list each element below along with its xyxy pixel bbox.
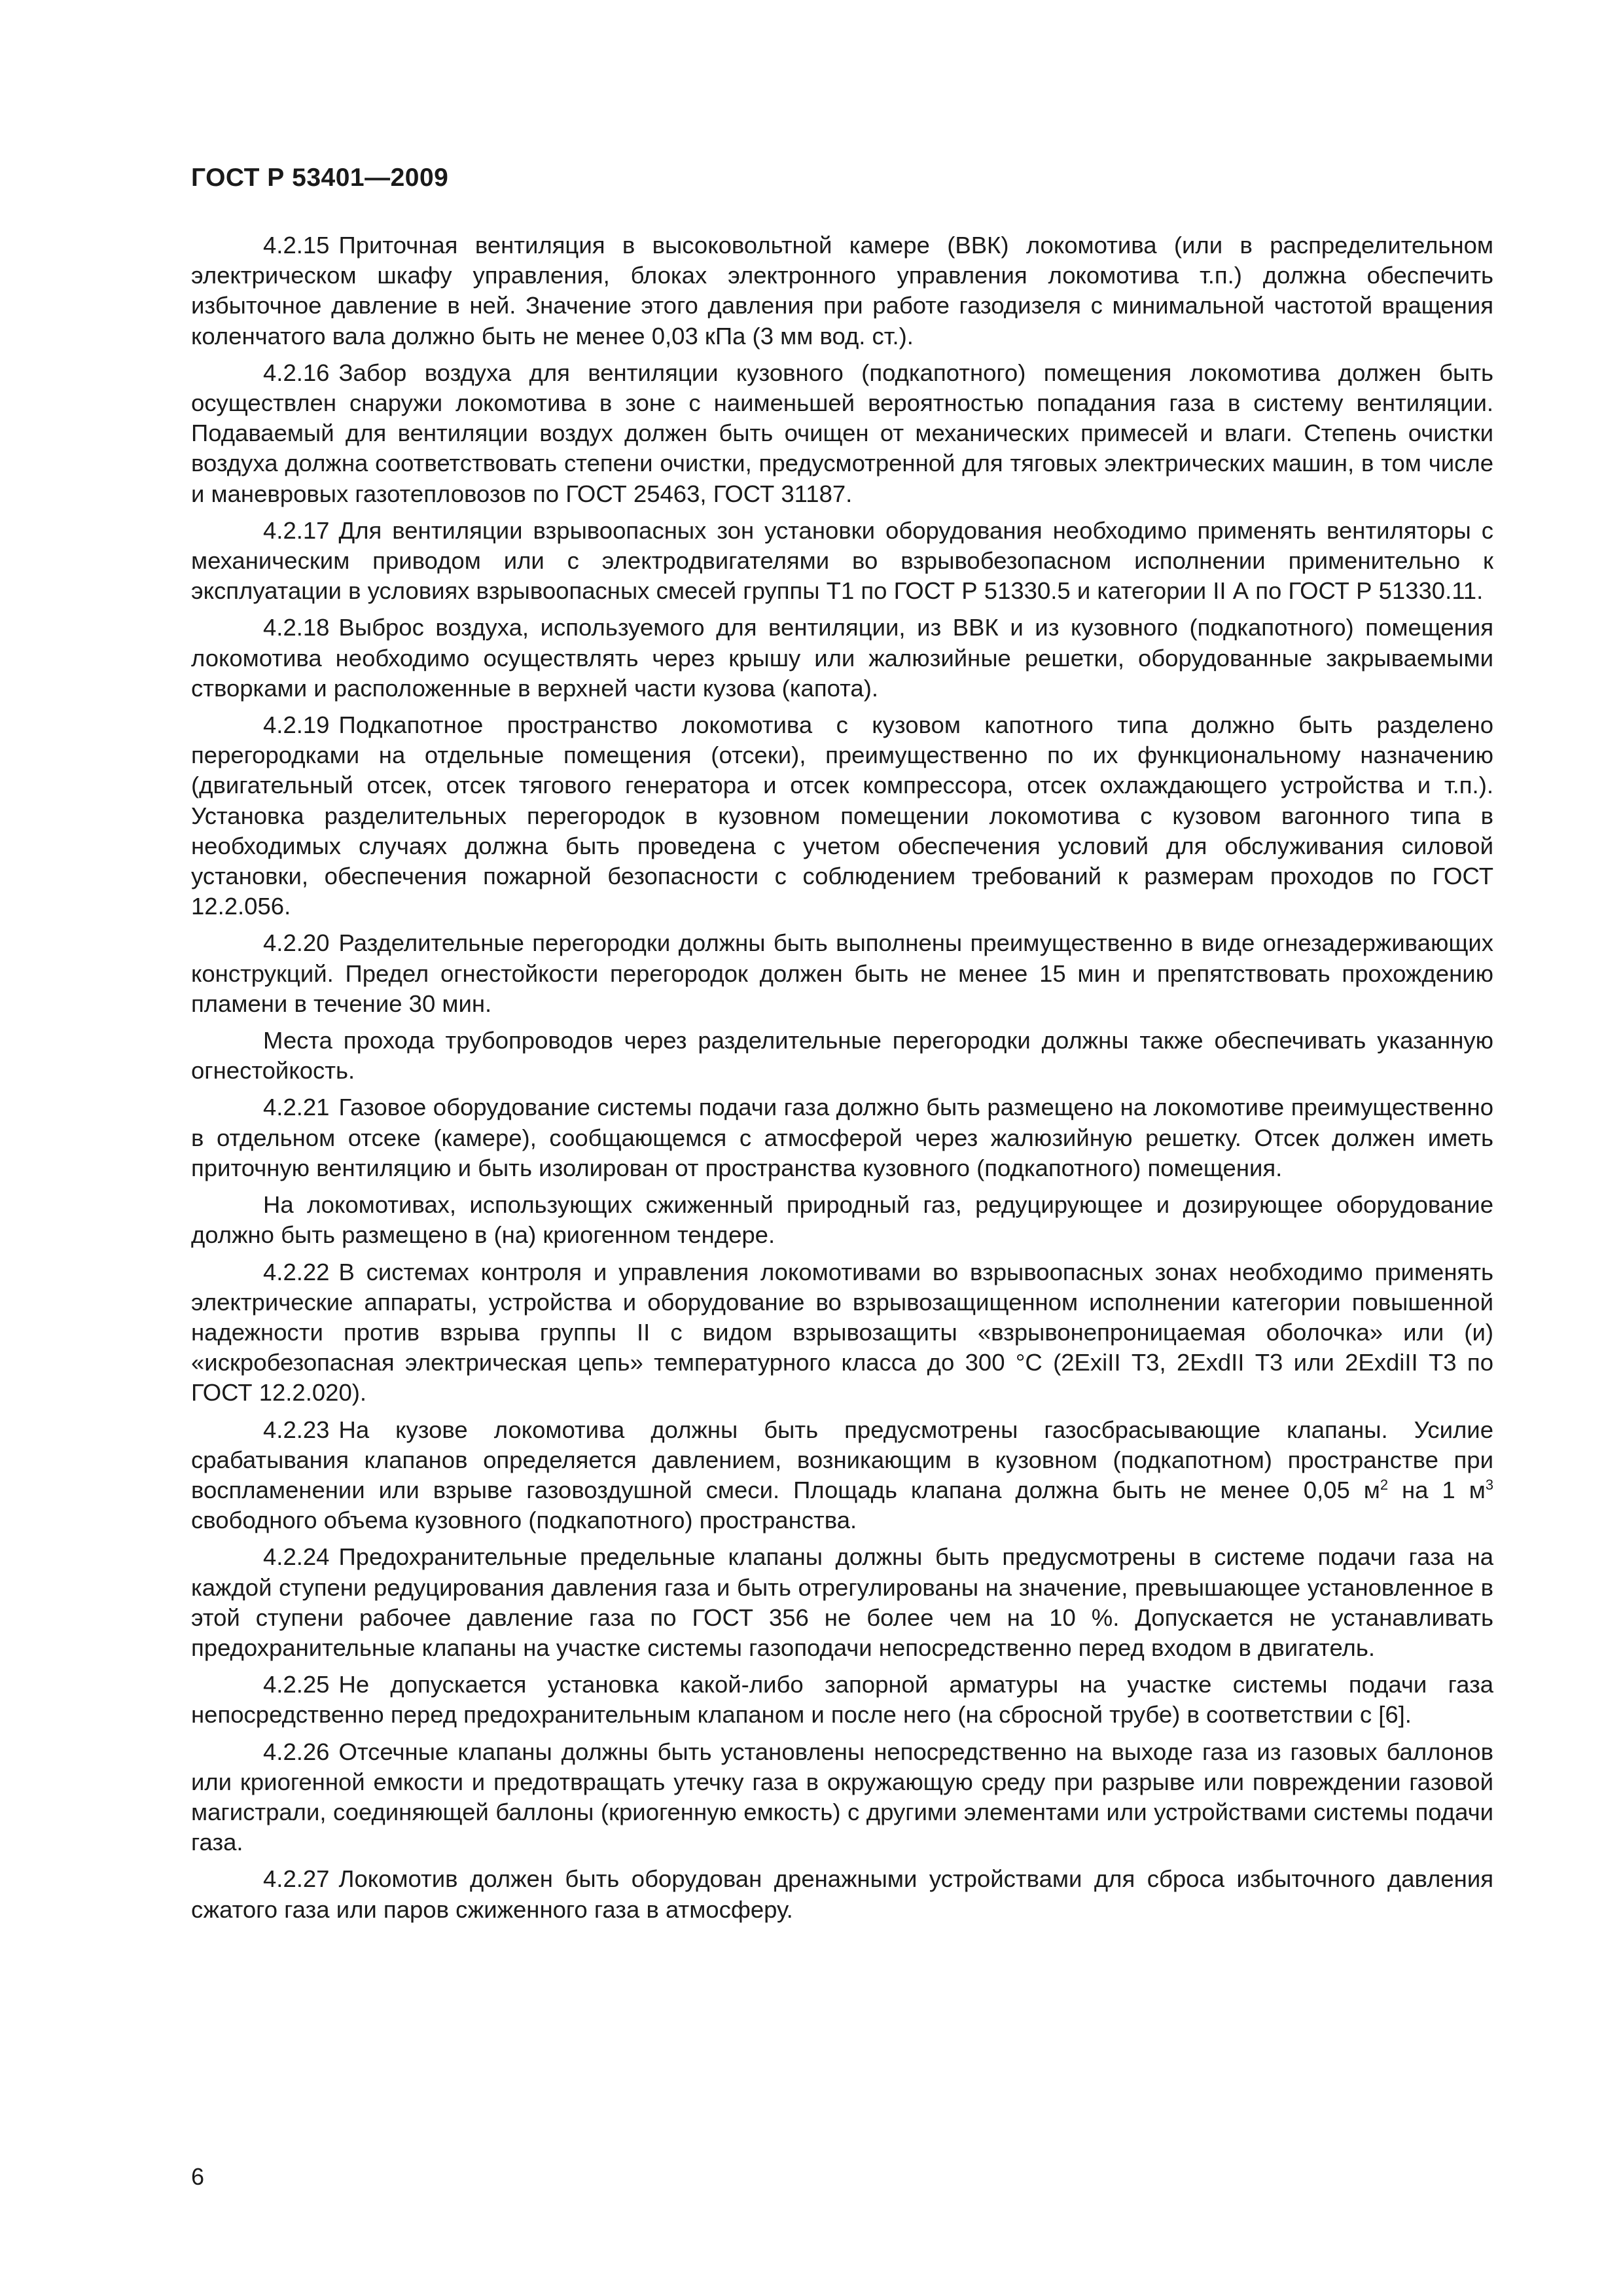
paragraph-4-2-22 (191, 1257, 1493, 1408)
clause-number: 4.2.26 (263, 1738, 330, 1765)
clause-number: 4.2.20 (263, 929, 330, 957)
clause-number: 4.2.17 (263, 516, 330, 544)
clause-text: Выброс воздуха, используемого для вентиляции, из ВВК и из кузовного (подкапотного) помещения локомотива необходимо осуществлять через крышу или жалюзийные решетки, оборудованные закрываемыми створками и расположенные в верхней части кузова (капота). (191, 614, 1493, 702)
clause-text: Приточная вентиляция в высоковольтной камере (ВВК) локомотива (или в распределительном электрическом шкафу управления, блоках электронного управления локомотива т.п.) должна обеспечить избыточное давление в ней. Значение этого давления при работе газодизеля с минимальной частотой вращения коленчатого вала должно быть не менее 0,03 кПа (3 мм вод. ст.). (191, 232, 1493, 350)
paragraph-4-2-15 (191, 230, 1493, 351)
paragraph-4-2-20 (191, 928, 1493, 1019)
clause-text: Газовое оборудование системы подачи газа должно быть размещено на локомотиве преимущественно в отдельном отсеке (камере), сообщающемся с атмосферой через жалюзийную решетку. Отсек должен иметь приточную вентиляцию и быть изолирован от пространства кузовного (подкапотного) помещения. (191, 1094, 1493, 1181)
clause-text: В системах контроля и управления локомотивами во взрывоопасных зонах необходимо применять электрические аппараты, устройства и оборудование во взрывозащищенном исполнении категории повышенной надежности против взрыва группы II с видом взрывозащиты «взрывонепроницаемая оболочка» или (и) «искробезопасная электрическая цепь» температурного класса до 300 °С (2ExiII Т3, 2ExdII Т3 или 2ExdiII Т3 по ГОСТ 12.2.020). (191, 1258, 1493, 1407)
clause-text: Места прохода трубопроводов через разделительные перегородки должны также обеспечивать указанную огнестойкость. (191, 1027, 1493, 1085)
clause-text: Отсечные клапаны должны быть установлены непосредственно на выходе газа из газовых баллонов или криогенной емкости и предотвращать утечку газа в окружающую среду при разрыве или повреждении газовой магистрали, соединяющей баллоны (криогенную емкость) с другими элементами или устройствами системы подачи газа. (191, 1738, 1493, 1856)
clause-number: 4.2.27 (263, 1865, 330, 1893)
paragraph-4-2-17 (191, 516, 1493, 607)
clause-number: 4.2.15 (263, 232, 330, 259)
paragraph-4-2-25 (191, 1670, 1493, 1730)
paragraph-4-2-20-continuation (191, 1026, 1493, 1086)
clause-text-cont: свободного объема кузовного (подкапотного) пространства. (191, 1507, 857, 1534)
document-header: ГОСТ Р 53401—2009 (191, 164, 449, 192)
clause-text: На кузове локомотива должны быть предусмотрены газосбрасывающие клапаны. Усилие срабатывания клапанов определяется давлением, возникающим в кузовном (подкапотном) пространстве при воспламенении или взрыве газовоздушной смеси. Площадь клапана должна быть не менее 0,05 м (191, 1416, 1493, 1503)
clause-number: 4.2.19 (263, 711, 330, 739)
superscript: 3 (1485, 1476, 1493, 1493)
document-body (191, 230, 1493, 1931)
clause-number: 4.2.18 (263, 614, 330, 641)
paragraph-4-2-18 (191, 613, 1493, 704)
clause-text: Подкапотное пространство локомотива с кузовом капотного типа должно быть разделено перегородками на отдельные помещения (отсеки), преимущественно по их функциональному назначению (двигательный отсек, отсек тягового генератора и отсек компрессора, отсек охлаждающего устройства и т.п.). Установка разделительных перегородок в кузовном помещении локомотива с кузовом вагонного типа в необходимых случаях должна быть проведена с учетом обеспечения условий для обслуживания силовой установки, обеспечения пожарной безопасности с соблюдением требований к размерам проходов по ГОСТ 12.2.056. (191, 711, 1493, 920)
clause-number: 4.2.23 (263, 1416, 330, 1443)
clause-number: 4.2.16 (263, 359, 330, 386)
clause-text-cont: на 1 м (1388, 1476, 1486, 1503)
clause-text: Разделительные перегородки должны быть выполнены преимущественно в виде огнезадерживающих конструкций. Предел огнестойкости перегородок должен быть не менее 15 мин и препятствовать прохождению пламени в течение 30 мин. (191, 929, 1493, 1017)
clause-number: 4.2.24 (263, 1543, 330, 1571)
clause-text: Локомотив должен быть оборудован дренажными устройствами для сброса избыточного давления сжатого газа или паров сжиженного газа в атмосферу. (191, 1865, 1493, 1923)
paragraph-4-2-26 (191, 1737, 1493, 1858)
clause-text: На локомотивах, использующих сжиженный природный газ, редуцирующее и дозирующее оборудование должно быть размещено в (на) криогенном тендере. (191, 1191, 1493, 1249)
paragraph-4-2-24 (191, 1542, 1493, 1663)
paragraph-4-2-21 (191, 1092, 1493, 1183)
clause-text: Не допускается установка какой-либо запорной арматуры на участке системы подачи газа непосредственно перед предохранительным клапаном и после него (на сбросной трубе) в соответствии с [6]. (191, 1671, 1493, 1729)
clause-text: Предохранительные предельные клапаны должны быть предусмотрены в системе подачи газа на каждой ступени редуцирования давления газа и быть отрегулированы на значение, превышающее установленное в этой ступени рабочее давление газа по ГОСТ 356 не более чем на 10 %. Допускается не устанавливать предохранительные клапаны на участке системы газоподачи непосредственно перед входом в двигатель. (191, 1543, 1493, 1661)
superscript: 2 (1380, 1476, 1389, 1493)
page-number: 6 (191, 2163, 205, 2190)
clause-text: Забор воздуха для вентиляции кузовного (подкапотного) помещения локомотива должен быть осуществлен снаружи локомотива в зоне с наименьшей вероятностью попадания газа в систему вентиляции. Подаваемый для вентиляции воздух должен быть очищен от механических примесей и влаги. Степень очистки воздуха должна соответствовать степени очистки, предусмотренной для тяговых электрических машин, в том числе и маневровых газотепловозов по ГОСТ 25463, ГОСТ 31187. (191, 359, 1493, 507)
paragraph-4-2-27 (191, 1864, 1493, 1924)
clause-text: Для вентиляции взрывоопасных зон установки оборудования необходимо применять вентиляторы с механическим приводом или с электродвигателями во взрывобезопасном исполнении применительно к эксплуатации в условиях взрывоопасных смесей группы Т1 по ГОСТ Р 51330.5 и категории II А по ГОСТ Р 51330.11. (191, 516, 1493, 605)
paragraph-4-2-19 (191, 710, 1493, 922)
clause-number: 4.2.25 (263, 1671, 330, 1698)
clause-number: 4.2.22 (263, 1258, 330, 1285)
paragraph-4-2-16 (191, 358, 1493, 509)
paragraph-4-2-21-continuation (191, 1190, 1493, 1250)
paragraph-4-2-23 (191, 1415, 1493, 1536)
clause-number: 4.2.21 (263, 1094, 330, 1121)
